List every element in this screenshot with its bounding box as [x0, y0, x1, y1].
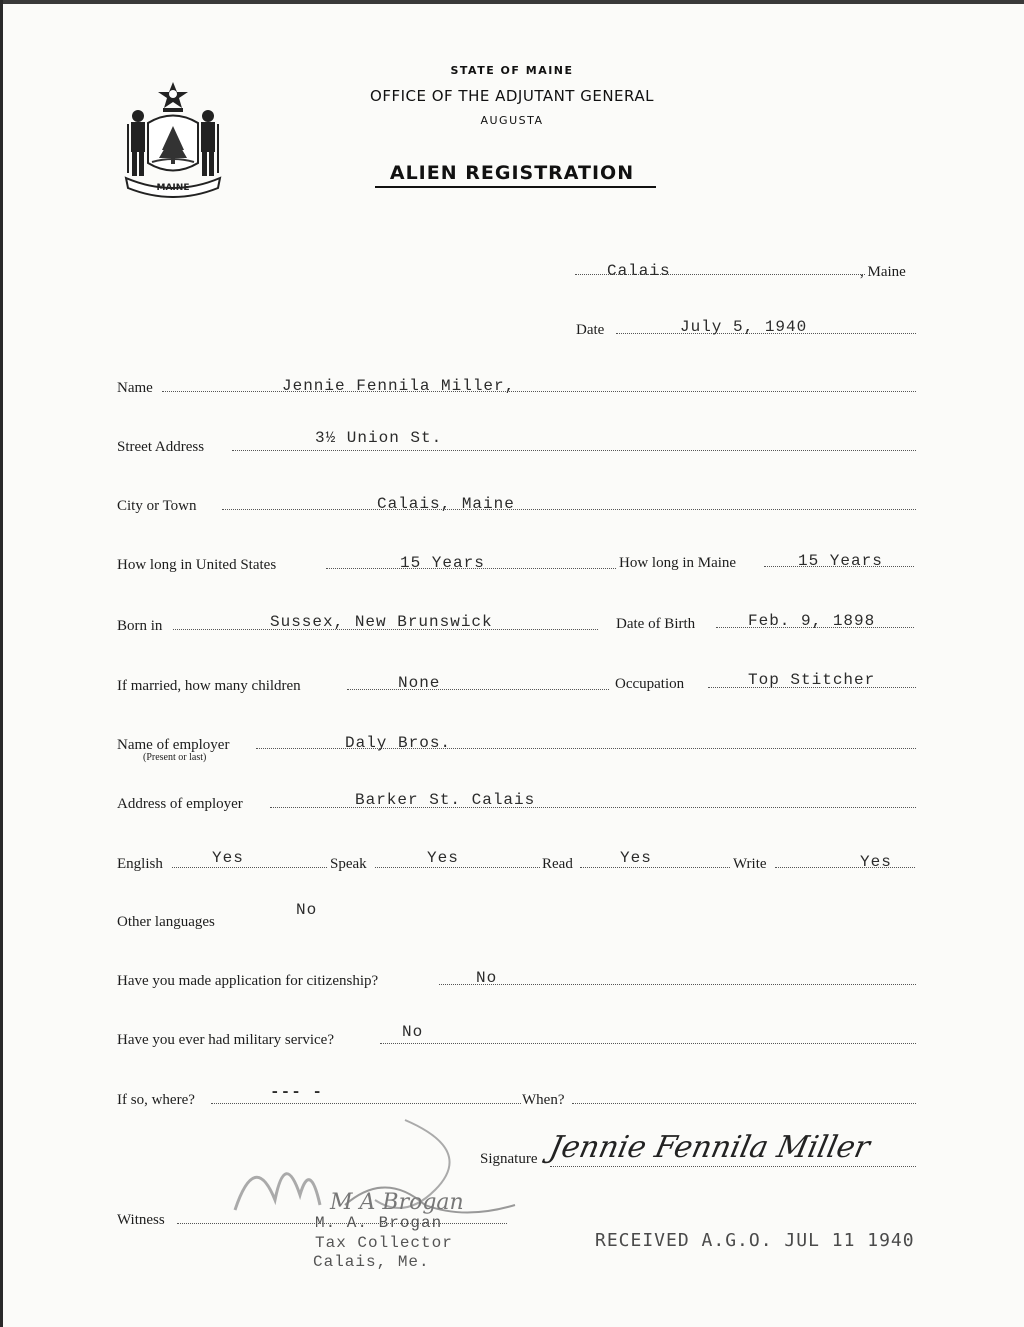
dotted-rule: [232, 448, 916, 451]
dotted-rule: [572, 1101, 916, 1104]
witness-place: Calais, Me.: [313, 1253, 430, 1271]
place-suffix: , Maine: [860, 264, 906, 280]
witness-label: Witness: [117, 1212, 165, 1228]
street-label: Street Address: [117, 439, 205, 455]
english-label: English: [117, 856, 163, 872]
when-label: When?: [522, 1092, 565, 1108]
maine-duration-label: How long in Maine: [619, 555, 737, 571]
military-label: Have you ever had military service?: [117, 1032, 334, 1048]
where-label: If so, where?: [117, 1092, 195, 1108]
city-value[interactable]: Calais, Maine: [377, 495, 515, 513]
write-label: Write: [733, 856, 767, 872]
title-underline: [375, 186, 656, 188]
dotted-rule: [162, 389, 916, 392]
employer-address-value[interactable]: Barker St. Calais: [355, 791, 536, 809]
applicant-signature: Jennie Fennila Miller: [546, 1130, 873, 1165]
us-duration-label: How long in United States: [117, 557, 277, 573]
military-value[interactable]: No: [402, 1023, 424, 1041]
scan-border-left: [0, 0, 3, 1327]
employer-address-label: Address of employer: [117, 796, 243, 812]
employer-sublabel: (Present or last): [143, 752, 207, 763]
children-label: If married, how many children: [117, 678, 301, 694]
dotted-rule: [211, 1101, 521, 1104]
street-value[interactable]: 3½ Union St.: [315, 429, 443, 447]
dotted-rule: [550, 1164, 916, 1167]
children-value[interactable]: None: [398, 674, 441, 692]
speak-label: Speak: [330, 856, 367, 872]
occupation-label: Occupation: [615, 676, 685, 692]
dob-label: Date of Birth: [616, 616, 696, 632]
city-heading: AUGUSTA: [480, 114, 544, 127]
citizenship-label: Have you made application for citizenship?: [117, 973, 379, 989]
witness-signature: M A Brogan: [330, 1190, 464, 1215]
office-heading: OFFICE OF THE ADJUTANT GENERAL: [370, 87, 654, 105]
other-languages-value[interactable]: No: [296, 901, 318, 919]
dotted-rule: [172, 865, 327, 868]
name-value[interactable]: Jennie Fennila Miller,: [282, 377, 516, 395]
dotted-rule: [222, 507, 916, 510]
dotted-rule: [380, 1041, 916, 1044]
english-value[interactable]: Yes: [212, 849, 244, 867]
write-value[interactable]: Yes: [860, 853, 892, 871]
read-value[interactable]: Yes: [620, 849, 652, 867]
date-value[interactable]: July 5, 1940: [680, 318, 808, 336]
employer-label: Name of employer: [117, 737, 230, 753]
witness-title: Tax Collector: [315, 1234, 453, 1252]
dotted-rule: [580, 865, 730, 868]
us-duration-value[interactable]: 15 Years: [400, 554, 485, 572]
born-value[interactable]: Sussex, New Brunswick: [270, 613, 493, 631]
dotted-rule: [775, 865, 915, 868]
svg-text:MAINE: MAINE: [156, 183, 190, 193]
place-value[interactable]: Calais: [607, 262, 671, 280]
date-label: Date: [576, 322, 605, 338]
dotted-rule: [347, 687, 609, 690]
name-label: Name: [117, 380, 153, 396]
witness-name: M. A. Brogan: [315, 1214, 443, 1232]
maine-duration-value[interactable]: 15 Years: [798, 552, 883, 570]
speak-value[interactable]: Yes: [427, 849, 459, 867]
read-label: Read: [542, 856, 573, 872]
born-label: Born in: [117, 618, 163, 634]
dob-value[interactable]: Feb. 9, 1898: [748, 612, 876, 630]
scan-border-top: [0, 0, 1024, 4]
citizenship-value[interactable]: No: [476, 969, 498, 987]
other-languages-label: Other languages: [117, 914, 215, 930]
employer-value[interactable]: Daly Bros.: [345, 734, 452, 752]
received-stamp: RECEIVED A.G.O. JUL 11 1940: [595, 1230, 915, 1251]
where-value[interactable]: --- -: [270, 1083, 324, 1101]
signature-label: Signature: [480, 1151, 538, 1167]
dotted-rule: [439, 982, 916, 985]
form-title: ALIEN REGISTRATION: [389, 162, 635, 184]
state-heading: STATE OF MAINE: [450, 64, 574, 77]
occupation-value[interactable]: Top Stitcher: [748, 671, 876, 689]
city-label: City or Town: [117, 498, 197, 514]
